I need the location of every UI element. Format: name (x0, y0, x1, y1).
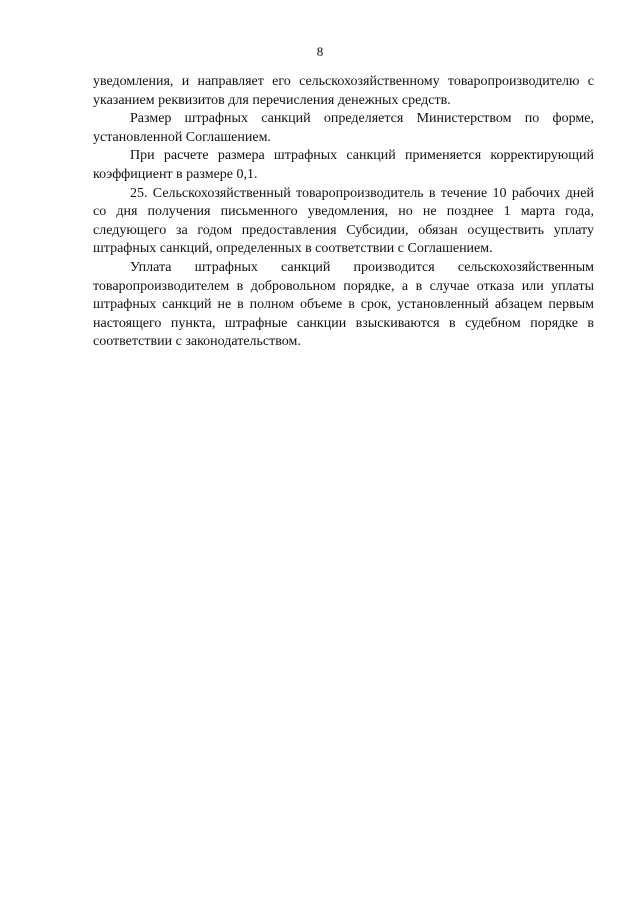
document-body (93, 73, 594, 352)
paragraph-correction-coefficient: При расчете размера штрафных санкций применяется корректирующий коэффициент в размере 0,1. (93, 148, 594, 182)
paragraph-clause-25: 25. Сельскохозяйственный товаропроизводитель в течение 10 рабочих дней со дня получения письменного уведомления, но не позднее 1 марта года, следующего за годом предоставления Субсидии, обязан осуществить уплату штрафных санкций, определенных в соответствии с Соглашением. (93, 185, 594, 257)
paragraph-continuation: уведомления, и направляет его сельскохозяйственному товаропроизводителю с указанием реквизитов для перечисления денежных средств. (93, 74, 594, 108)
page-number: 8 (316, 44, 324, 59)
paragraph-penalty-payment: Уплата штрафных санкций производится сельскохозяйственным товаропроизводителем в добровольном порядке, а в случае отказа или уплаты штрафных санкций не в полном объеме в срок, установленный абзацем первым настоящего пункта, штрафные санкции взыскиваются в судебном порядке в соответствии с законодательством. (93, 259, 594, 350)
paragraph-penalty-size: Размер штрафных санкций определяется Министерством по форме, установленной Соглашением. (93, 111, 594, 145)
